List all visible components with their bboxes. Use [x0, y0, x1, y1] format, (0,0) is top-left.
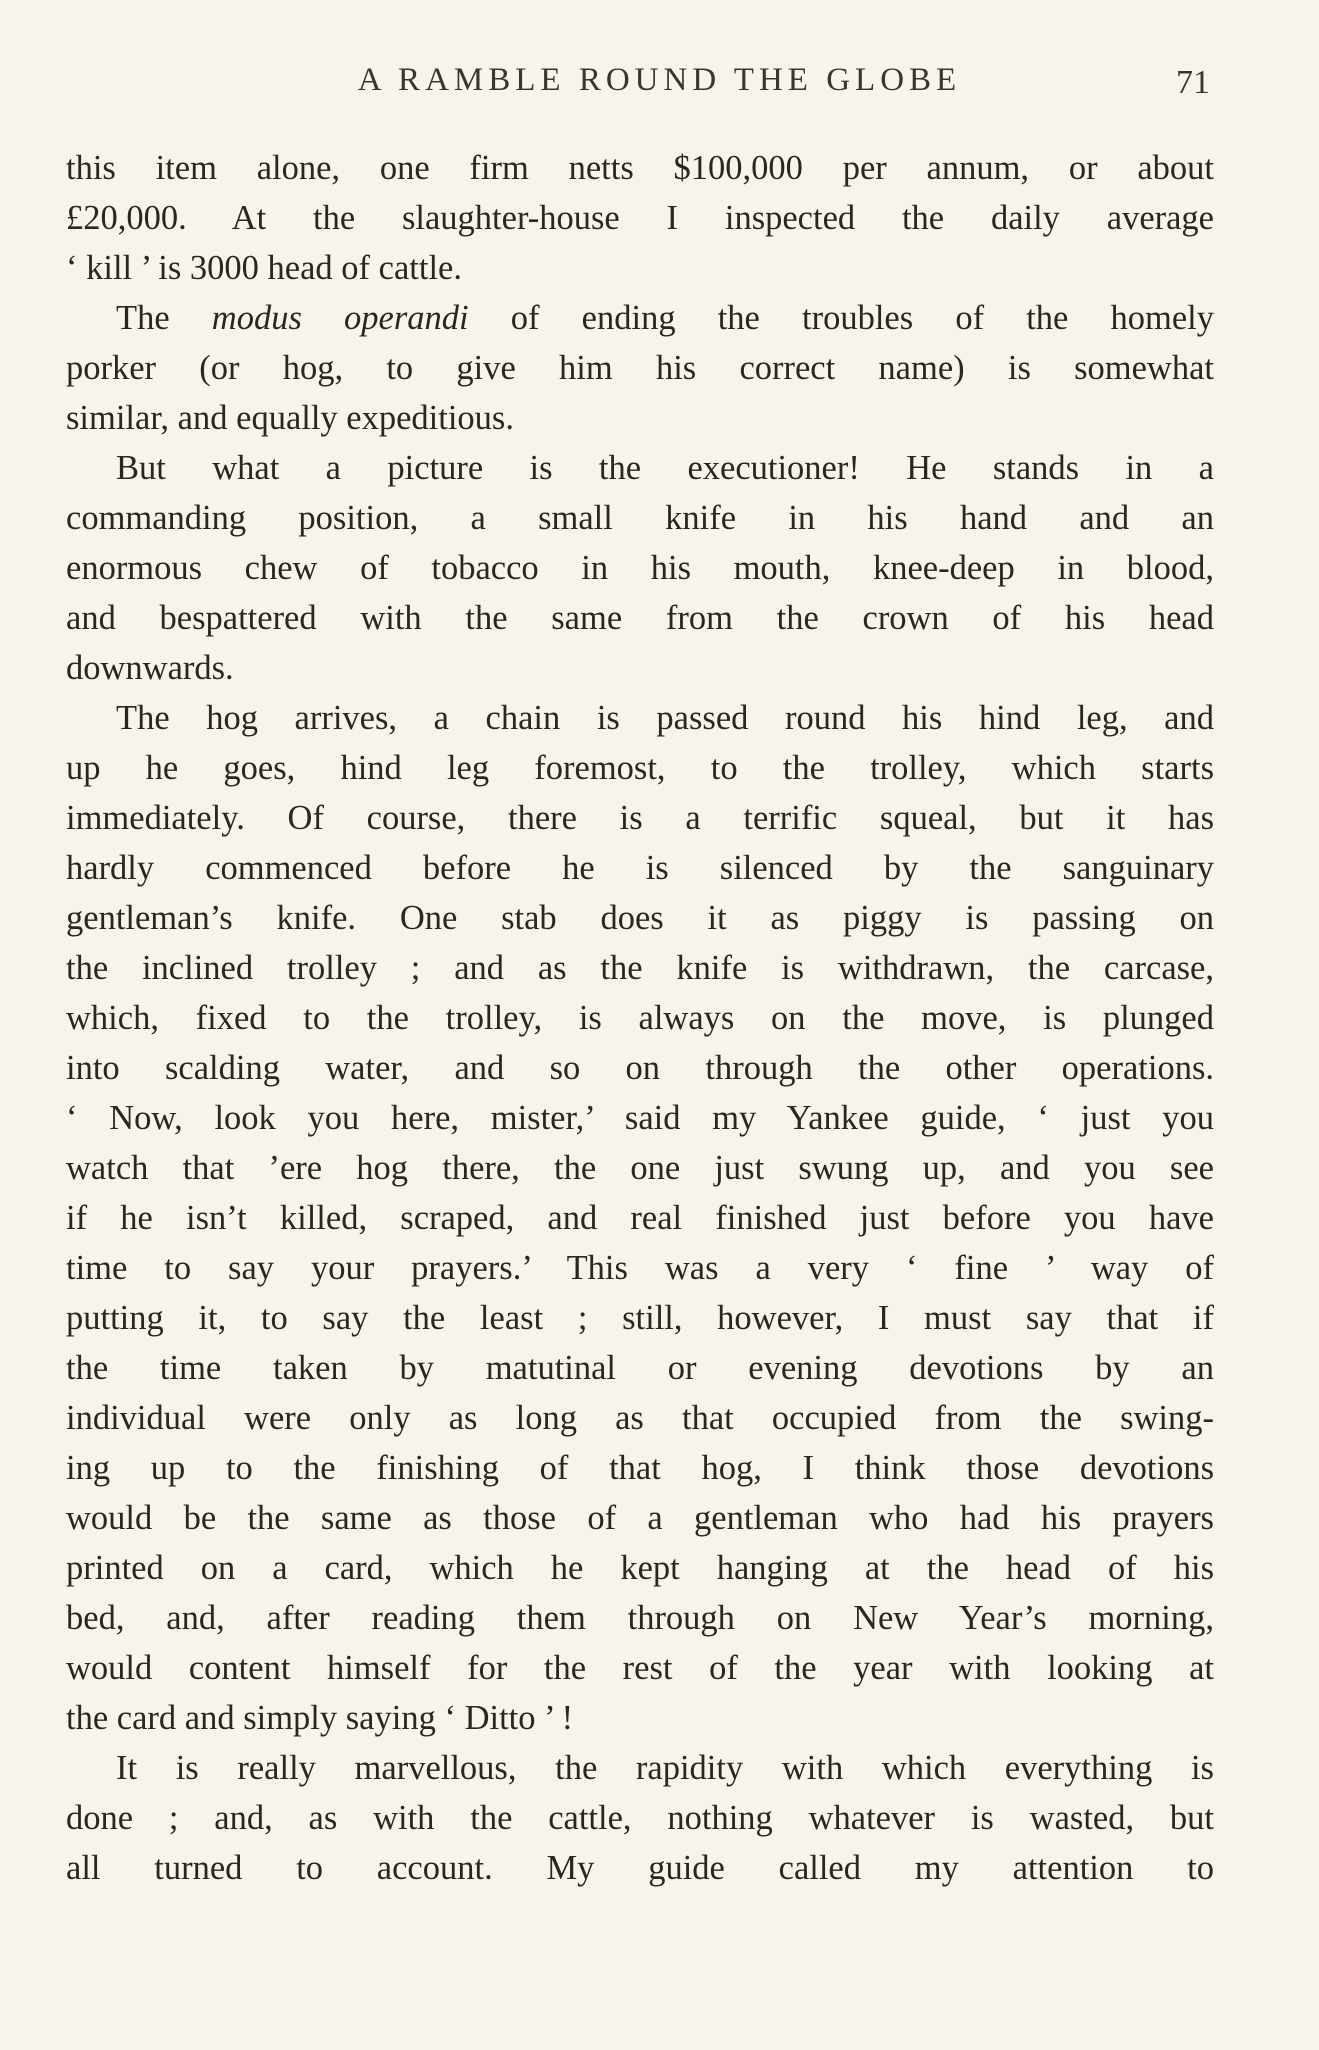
text-fragment: of ending the troubles of the homely: [510, 299, 1214, 337]
text-line: done ; and, as with the cattle, nothing whatever is wasted, but: [66, 1799, 1214, 1837]
text-line: ‘ Now, look you here, mister,’ said my Yankee guide, ‘ just you: [66, 1099, 1214, 1137]
text-line: and bespattered with the same from the crown of his head: [66, 599, 1214, 637]
text-line: would be the same as those of a gentleman who had his prayers: [66, 1499, 1214, 1537]
text-line: ing up to the finishing of that hog, I think those devotions: [66, 1449, 1214, 1487]
text-line: individual were only as long as that occupied from the swing-: [66, 1399, 1214, 1437]
text-line: But what a picture is the executioner! He stands in a: [116, 449, 1214, 487]
text-line: It is really marvellous, the rapidity with which everything is: [116, 1749, 1214, 1787]
text-line: printed on a card, which he kept hanging at the head of his: [66, 1549, 1214, 1587]
text-line: enormous chew of tobacco in his mouth, knee-deep in blood,: [66, 549, 1214, 587]
text-line: hardly commenced before he is silenced by the sanguinary: [66, 849, 1214, 887]
italic-phrase: modus operandi: [211, 299, 469, 337]
text-line: similar, and equally expeditious.: [66, 399, 514, 437]
body-text: [66, 143, 1214, 1893]
text-line: The hog arrives, a chain is passed round his hind leg, and: [116, 699, 1214, 737]
text-line: porker (or hog, to give him his correct name) is somewhat: [66, 349, 1214, 387]
text-line: £20,000. At the slaughter-house I inspected the daily average: [66, 199, 1214, 237]
text-line: up he goes, hind leg foremost, to the trolley, which starts: [66, 749, 1214, 787]
text-line: gentleman’s knife. One stab does it as piggy is passing on: [66, 899, 1214, 937]
text-line: all turned to account. My guide called my attention to: [66, 1849, 1214, 1887]
text-fragment: The: [116, 299, 212, 337]
text-line: bed, and, after reading them through on New Year’s morning,: [66, 1599, 1214, 1637]
text-line: the card and simply saying ‘ Ditto ’ !: [66, 1699, 574, 1737]
text-line: watch that ’ere hog there, the one just swung up, and you see: [66, 1149, 1214, 1187]
text-line: would content himself for the rest of the year with looking at: [66, 1649, 1214, 1687]
text-line: [66, 293, 1214, 343]
text-line: into scalding water, and so on through the other operations.: [66, 1049, 1214, 1087]
running-head: A RAMBLE ROUND THE GLOBE: [357, 62, 962, 98]
text-line: putting it, to say the least ; still, however, I must say that if: [66, 1299, 1214, 1337]
text-line: the inclined trolley ; and as the knife is withdrawn, the carcase,: [66, 949, 1214, 987]
text-line: the time taken by matutinal or evening devotions by an: [66, 1349, 1214, 1387]
text-line: if he isn’t killed, scraped, and real finished just before you have: [66, 1199, 1214, 1237]
text-line: ‘ kill ’ is 3000 head of cattle.: [66, 249, 462, 287]
text-line: commanding position, a small knife in his hand and an: [66, 499, 1214, 537]
text-line: time to say your prayers.’ This was a very ‘ fine ’ way of: [66, 1249, 1214, 1287]
text-line: immediately. Of course, there is a terrific squeal, but it has: [66, 799, 1214, 837]
text-line: downwards.: [66, 649, 234, 687]
text-line: this item alone, one firm netts $100,000 per annum, or about: [66, 149, 1214, 187]
page-header: [0, 62, 1319, 112]
page-number: 71: [1176, 64, 1210, 101]
text-line: which, fixed to the trolley, is always on the move, is plunged: [66, 999, 1214, 1037]
